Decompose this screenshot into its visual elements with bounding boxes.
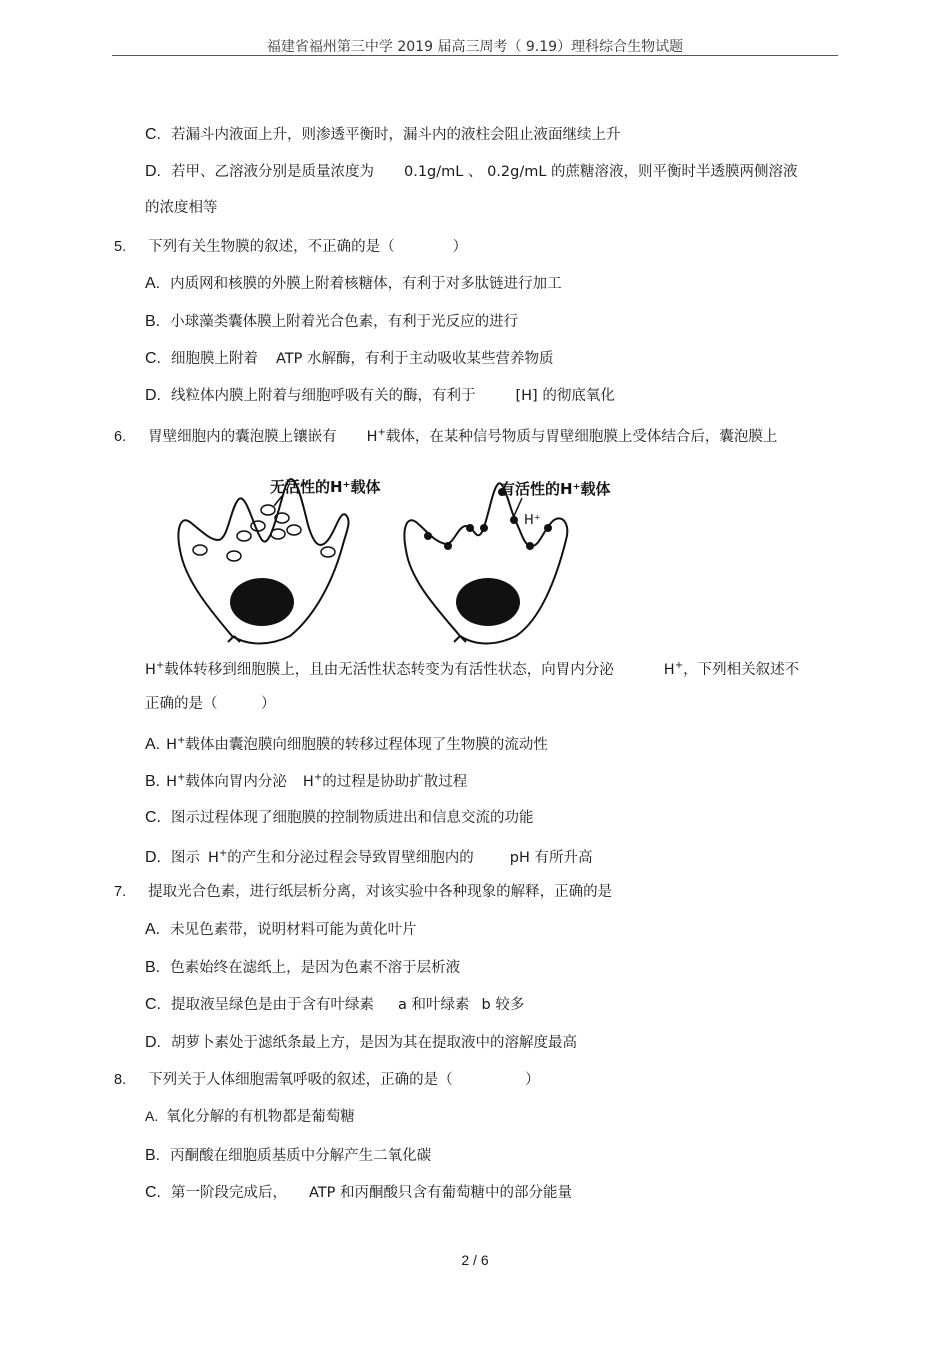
option-text: 线粒体内膜上附着与细胞呼吸有关的酶，有利于 — [171, 388, 476, 404]
q5-option-c — [145, 349, 554, 369]
q8-option-a — [145, 1106, 355, 1127]
option-text: 的产生和分泌过程会导致胃壁细胞内的 — [227, 850, 474, 866]
option-text: 若甲、乙溶液分别是质量浓度为 — [171, 164, 374, 180]
option-text: 氧化分解的有机物都是葡萄糖 — [166, 1109, 355, 1125]
question-stem: 载体转移到细胞膜上，且由无活性状态转变为有活性状态，向胃内分泌 — [164, 662, 614, 678]
label-inactive-carrier: 无活性的H⁺载体 — [270, 478, 381, 496]
option-text: 载体向胃内分泌 — [185, 774, 287, 790]
question-stem: 下列关于人体细胞需氧呼吸的叙述，正确的是（ ） — [148, 1072, 540, 1088]
q6-option-c — [145, 808, 534, 828]
h-ion: H — [166, 737, 178, 753]
q4-option-d-cont: 的浓度相等 — [145, 200, 218, 216]
question-stem: 载体，在某种信号物质与胃壁细胞膜上受体结合后，囊泡膜上 — [385, 429, 778, 445]
h-ion: H — [302, 774, 314, 790]
option-text: 的过程是协助扩散过程 — [322, 774, 468, 790]
question-6 — [114, 423, 777, 447]
question-number: 8. — [114, 1072, 127, 1088]
option-text: a 和叶绿素 — [398, 997, 470, 1013]
superscript: + — [218, 848, 228, 859]
q4-option-d — [145, 162, 798, 182]
q6-stem-end: 正确的是（ ） — [145, 696, 276, 712]
q6-option-a — [145, 731, 548, 755]
label-pointer-right — [514, 498, 522, 516]
option-text: [H] 的彻底氧化 — [515, 388, 615, 404]
h-ion: H — [208, 850, 219, 866]
option-letter: A. — [145, 736, 161, 753]
option-text: 提取液呈绿色是由于含有叶绿素 — [171, 997, 374, 1013]
page-number: 2 / 6 — [461, 1252, 489, 1268]
question-stem: ，下列相关叙述不 — [683, 662, 800, 678]
option-text: 细胞膜上附着 — [171, 351, 258, 367]
question-stem: 胃壁细胞内的囊泡膜上镶嵌有 — [148, 429, 337, 445]
question-number: 5. — [114, 239, 127, 255]
option-text: 胡萝卜素处于滤纸条最上方，是因为其在提取液中的溶解度最高 — [171, 1035, 577, 1051]
option-text: 丙酮酸在细胞质基质中分解产生二氧化碳 — [170, 1148, 432, 1164]
label-active-carrier: 有活性的H⁺载体 — [500, 480, 611, 498]
option-text: b 较多 — [481, 997, 525, 1013]
option-text: 0.1g/mL 、 0.2g/mL 的蔗糖溶液，则平衡时半透膜两侧溶液 — [404, 164, 798, 180]
option-letter: D. — [145, 849, 161, 866]
option-text: 第一阶段完成后， — [171, 1185, 287, 1201]
question-number: 6. — [114, 429, 127, 445]
q5-option-b — [145, 312, 518, 332]
option-text: ATP 和丙酮酸只含有葡萄糖中的部分能量 — [309, 1185, 573, 1201]
option-letter: B. — [145, 1147, 161, 1164]
option-letter: C. — [145, 809, 161, 826]
header-rule — [112, 55, 838, 56]
h-ion: H — [663, 662, 675, 678]
option-letter: A. — [145, 921, 161, 938]
q8-option-c — [145, 1183, 572, 1203]
q4-option-c — [145, 125, 621, 145]
h-ion: H — [366, 429, 378, 445]
q5-option-d — [145, 386, 615, 406]
cell-figure — [170, 470, 670, 650]
question-number: 7. — [114, 884, 127, 900]
question-stem: 提取光合色素，进行纸层析分离，对该实验中各种现象的解释，正确的是 — [148, 884, 613, 900]
q8-option-b — [145, 1146, 431, 1166]
q7-option-c — [145, 995, 524, 1015]
superscript: + — [177, 735, 186, 746]
option-text: 内质网和核膜的外膜上附着核糖体，有利于对多肽链进行加工 — [170, 276, 562, 292]
option-letter: D. — [145, 163, 161, 180]
option-letter: C. — [145, 350, 161, 367]
question-8 — [114, 1070, 540, 1090]
option-text: 未见色素带，说明材料可能为黄化叶片 — [170, 922, 417, 938]
question-5 — [114, 237, 467, 257]
option-text: 若漏斗内液面上升，则渗透平衡时，漏斗内的液柱会阻止液面继续上升 — [171, 127, 621, 143]
option-letter: C. — [145, 126, 161, 143]
option-text: ATP 水解酶，有利于主动吸收某些营养物质 — [276, 351, 554, 367]
q7-option-d — [145, 1033, 577, 1053]
option-letter: C. — [145, 996, 161, 1013]
q7-option-a — [145, 920, 417, 940]
option-letter: D. — [145, 387, 161, 404]
option-text: pH 有所升高 — [509, 850, 593, 866]
superscript: + — [674, 660, 684, 671]
option-text: 图示 — [171, 850, 200, 866]
nucleus-left — [230, 578, 294, 626]
option-letter: A. — [145, 1108, 159, 1124]
option-text: 图示过程体现了细胞膜的控制物质进出和信息交流的功能 — [171, 810, 534, 826]
h-ion: H — [166, 774, 178, 790]
h-ion: H — [145, 662, 156, 678]
superscript: + — [177, 772, 186, 783]
q6-option-d — [145, 844, 593, 868]
option-letter: B. — [145, 313, 161, 330]
vesicles-left — [193, 505, 335, 561]
question-stem: 下列有关生物膜的叙述，不正确的是（ ） — [148, 239, 468, 255]
option-letter: C. — [145, 1184, 161, 1201]
option-text: 载体由囊泡膜向细胞膜的转移过程体现了生物膜的流动性 — [185, 737, 548, 753]
option-text: 色素始终在滤纸上，是因为色素不溶于层析液 — [170, 960, 461, 976]
q6-option-b — [145, 768, 467, 792]
option-letter: B. — [145, 773, 161, 790]
superscript: + — [155, 660, 165, 671]
superscript: + — [377, 427, 386, 438]
superscript: + — [313, 772, 323, 783]
option-letter: A. — [145, 275, 161, 292]
option-letter: D. — [145, 1034, 161, 1051]
q5-option-a — [145, 274, 562, 294]
option-letter: B. — [145, 959, 161, 976]
nucleus-right — [456, 578, 520, 626]
q7-option-b — [145, 958, 460, 978]
question-7 — [114, 882, 612, 902]
option-text: 小球藻类囊体膜上附着光合色素，有利于光反应的进行 — [170, 314, 519, 330]
page-header: 福建省福州第三中学 2019 届高三周考（ 9.19）理科综合生物试题 — [266, 39, 684, 55]
q6-stem-cont — [145, 656, 799, 680]
label-h-ion: H⁺ — [524, 513, 541, 528]
